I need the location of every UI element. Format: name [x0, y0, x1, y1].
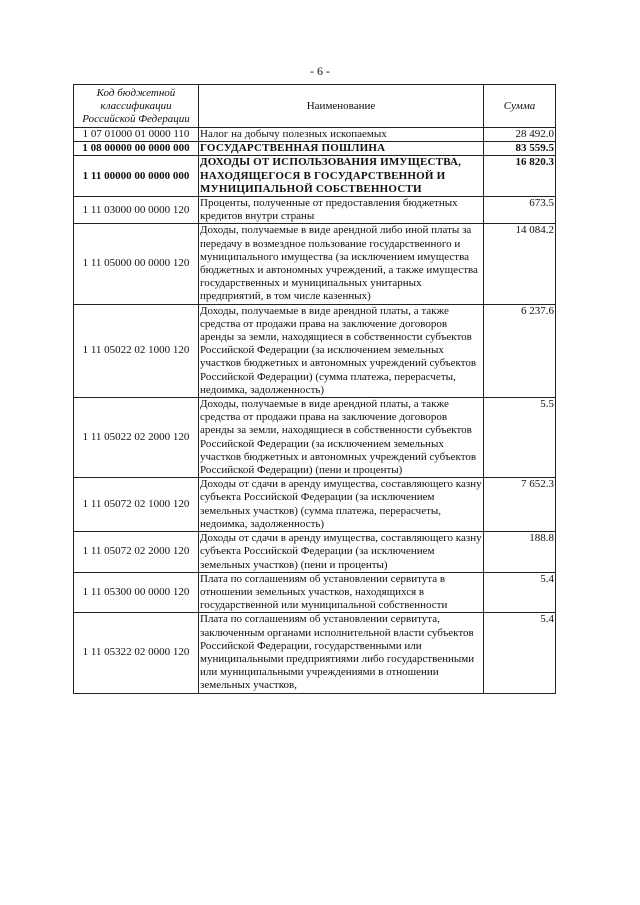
row-amount: 188.8	[484, 532, 556, 573]
row-amount: 7 652.3	[484, 478, 556, 532]
row-amount: 14 084.2	[484, 224, 556, 304]
header-code: Код бюджетной классификации Российской Федерации	[74, 85, 199, 128]
row-code: 1 11 00000 00 0000 000	[74, 156, 199, 197]
row-amount: 673.5	[484, 197, 556, 224]
table-row	[74, 478, 556, 532]
table-row	[74, 156, 556, 197]
row-amount: 28 492.0	[484, 128, 556, 142]
row-name: Налог на добычу полезных ископаемых	[199, 128, 484, 142]
row-code: 1 07 01000 01 0000 110	[74, 128, 199, 142]
row-amount: 5.4	[484, 613, 556, 693]
table-row	[74, 613, 556, 693]
row-name: ГОСУДАРСТВЕННАЯ ПОШЛИНА	[199, 142, 484, 156]
table-row	[74, 128, 556, 142]
row-code: 1 11 05072 02 2000 120	[74, 532, 199, 573]
header-amount: Сумма	[484, 85, 556, 128]
page-number: - 6 -	[310, 64, 330, 78]
table-row	[74, 142, 556, 156]
row-name: Плата по соглашениям об установлении сервитута в отношении земельных участков, находящихся в государственной или муниципальной собственности	[199, 572, 484, 613]
table-row	[74, 224, 556, 304]
table-row	[74, 572, 556, 613]
budget-table	[73, 84, 556, 694]
row-name: Доходы, получаемые в виде арендной либо иной платы за передачу в возмездное пользование государственного и муниципального имущества (за исключением имущества бюджетных и автономных учреждений, а также имущества государственных и муниципальных унитарных предприятий, в том числе казенных)	[199, 224, 484, 304]
row-amount: 16 820.3	[484, 156, 556, 197]
row-code: 1 11 05072 02 1000 120	[74, 478, 199, 532]
row-name: Доходы от сдачи в аренду имущества, составляющего казну субъекта Российской Федерации (за исключением земельных участков) (пени и проценты)	[200, 532, 482, 571]
table-header-row	[74, 85, 556, 128]
row-name: ДОХОДЫ ОТ ИСПОЛЬЗОВАНИЯ ИМУЩЕСТВА, НАХОДЯЩЕГОСЯ В ГОСУДАРСТВЕННОЙ И МУНИЦИПАЛЬНОЙ СОБСТВЕННОСТИ	[199, 156, 484, 197]
row-amount: 5.4	[484, 572, 556, 613]
row-code: 1 11 05322 02 0000 120	[74, 613, 199, 693]
header-name: Наименование	[199, 85, 484, 128]
row-code: 1 11 05022 02 1000 120	[74, 304, 199, 397]
row-amount: 6 237.6	[484, 304, 556, 397]
row-code: 1 11 05000 00 0000 120	[74, 224, 199, 304]
row-name: Проценты, полученные от предоставления бюджетных кредитов внутри страны	[199, 197, 484, 224]
row-amount: 5.5	[484, 398, 556, 478]
table-row	[74, 532, 556, 573]
row-name: Доходы, получаемые в виде арендной платы, а также средства от продажи права на заключение договоров аренды за земли, находящиеся в собственности субъектов Российской Федерации (за исключением земельных участков бюджетных и автономных учреждений субъектов Российской Федерации) (пени и проценты)	[199, 398, 484, 478]
row-code: 1 11 05022 02 2000 120	[74, 398, 199, 478]
row-name: Доходы, получаемые в виде арендной платы, а также средства от продажи права на заключение договоров аренды за земли, находящиеся в собственности субъектов Российской Федерации (за исключением земельных участков бюджетных и автономных учреждений субъектов Российской Федерации) (сумма платежа, перерасчеты, недоимка, задолженность)	[199, 304, 484, 397]
row-name: Плата по соглашениям об установлении сервитута, заключенным органами исполнительной власти субъектов Российской Федерации, государственными или муниципальными предприятиями либо государственными или муниципальными учреждениями в отношении земельных участков,	[199, 613, 484, 693]
row-name: Доходы от сдачи в аренду имущества, составляющего казну субъекта Российской Федерации (за исключением земельных участков) (сумма платежа, перерасчеты, недоимка, задолженность)	[200, 478, 482, 530]
row-code: 1 11 05300 00 0000 120	[74, 572, 199, 613]
table-row	[74, 197, 556, 224]
table-row	[74, 304, 556, 397]
row-amount: 83 559.5	[484, 142, 556, 156]
table-row	[74, 398, 556, 478]
row-code: 1 08 00000 00 0000 000	[74, 142, 199, 156]
row-code: 1 11 03000 00 0000 120	[74, 197, 199, 224]
